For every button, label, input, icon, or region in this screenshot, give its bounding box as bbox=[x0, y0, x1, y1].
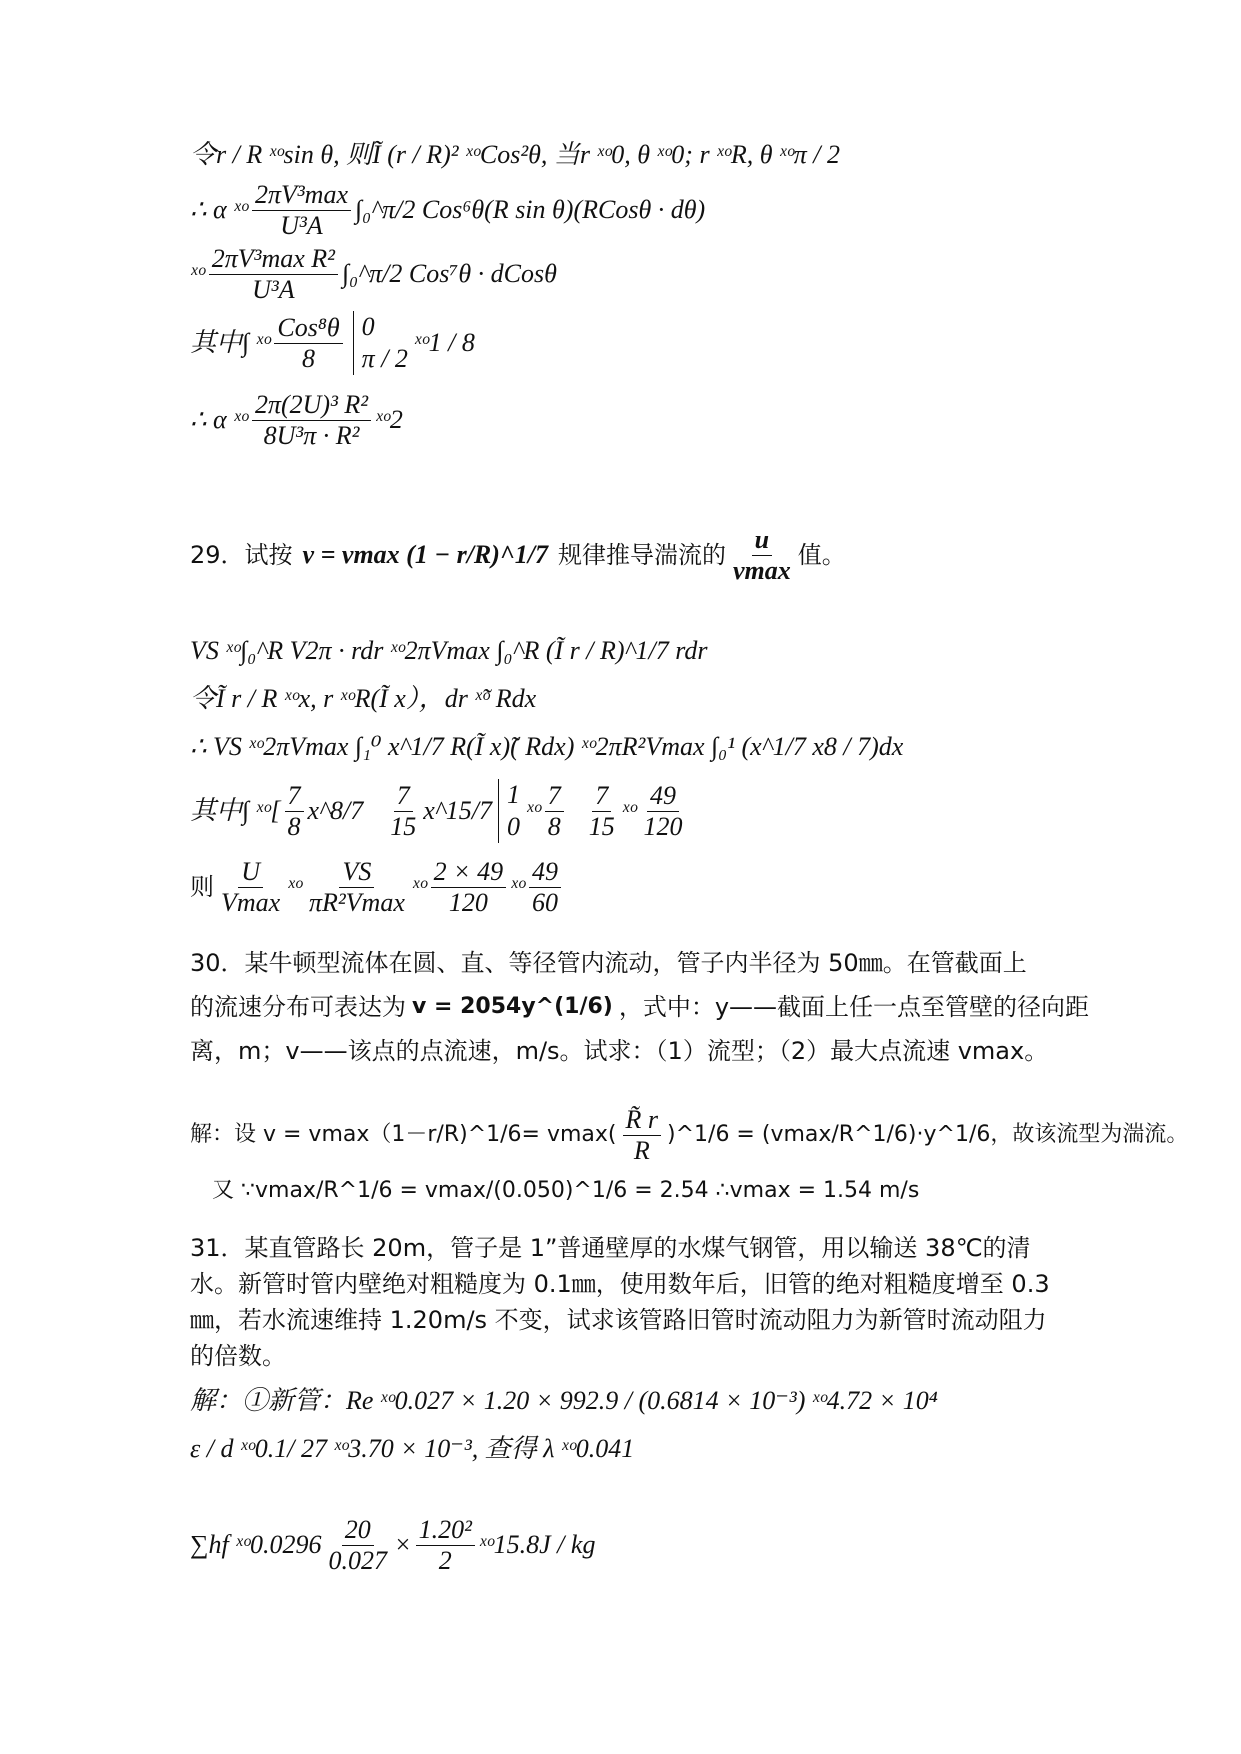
sol31-line2: ε / d ˣᵒ0.1/ 27 ˣᵒ3.70 × 10⁻³, 查得 λ ˣᵒ0.041 bbox=[190, 1434, 635, 1463]
deriv29-line4-frac5 bbox=[641, 781, 686, 842]
sol31-line3-frac2-num: 1.20² bbox=[416, 1515, 475, 1546]
deriv29-line4-frac5-den: 120 bbox=[643, 811, 683, 841]
sol31-line3-frac1-den: 0.027 bbox=[328, 1545, 388, 1575]
deriv28-line3-numerator: 2πV³max R² bbox=[209, 244, 338, 275]
deriv29-line4-frac1-den: 8 bbox=[287, 811, 301, 841]
sol30-line2: 又 ∵vmax/R^1/6 = vmax/(0.050)^1/6 = 2.54 ∴vmax = 1.54 m/s bbox=[212, 1178, 920, 1203]
deriv28-line4-lhs: 其中∫ ˣᵒ bbox=[190, 328, 271, 357]
deriv28-line3-denominator: U³A bbox=[252, 274, 295, 304]
deriv29-line2: 令Ĩ r / R ˣᵒx, r ˣᵒR(Ĩ x），dr ˣ̃ᵒ Rdx bbox=[190, 684, 537, 713]
deriv29-line5-frac3-num: 2 × 49 bbox=[431, 857, 507, 888]
q30-formula: v = 2054y^(1/6) bbox=[412, 994, 613, 1019]
deriv28-line3-fraction bbox=[209, 244, 338, 305]
deriv29-line4-frac4-den: 15 bbox=[588, 811, 615, 841]
q29-formula: v = vmax (1 − r/R)^1/7 bbox=[302, 540, 548, 569]
sol31-line3-frac2-den: 2 bbox=[438, 1545, 452, 1575]
deriv29-line4-evaluation-bar bbox=[498, 779, 520, 843]
deriv28-line5-denominator: 8U³π · R² bbox=[263, 420, 360, 450]
q31-text: 31．某直管路长 20m，管子是 1”普通壁厚的水煤气钢管，用以输送 38℃的清水。新管时管内壁绝对粗糙度为 0.1㎜，使用数年后，旧管的绝对粗糙度增至 0.3㎜，若水流速维持 1.20m/s 不变，试求该管路旧管时流动阻力为新管时流动阻力的倍数。 bbox=[190, 1234, 1050, 1370]
deriv29-line5-frac1-num: U bbox=[238, 857, 263, 888]
deriv29-line5: 则 $\frac{U}{Vmax}$ ˣᵒ $\frac{VS}{\text{πR²Vmax}}$ ˣᵒ $\frac{2 \times 49}{120}$ ˣᵒ $\frac{49}{60}$ bbox=[190, 854, 565, 920]
deriv28-line5-numerator: 2π(2U)³ R² bbox=[252, 390, 371, 421]
deriv29-line5-frac2-den: πR²Vmax bbox=[308, 887, 405, 917]
deriv28-line4-upper: 0 bbox=[361, 312, 375, 341]
deriv28-line5-fraction bbox=[252, 390, 371, 451]
deriv29-line4-frac1-num: 7 bbox=[285, 781, 304, 812]
deriv28-line2-numerator: 2πV³max bbox=[252, 180, 351, 211]
deriv29-line5-frac2-num: VS bbox=[339, 857, 374, 888]
deriv28-line4-denominator: 8 bbox=[302, 343, 316, 373]
deriv28-line5-lhs: ∴ α ˣᵒ bbox=[190, 405, 248, 434]
deriv29-line4-frac3 bbox=[545, 781, 564, 842]
deriv28-line2-lhs: ∴ α ˣᵒ bbox=[190, 195, 248, 224]
deriv29-line5-frac4 bbox=[529, 857, 561, 918]
deriv29-line4-frac3-den: 8 bbox=[547, 811, 561, 841]
sol31-line3-frac1-num: 20 bbox=[342, 1515, 374, 1546]
sol31-line3 bbox=[190, 1510, 595, 1580]
q29-ratio bbox=[730, 525, 794, 586]
q29-prefix: 29．试按 bbox=[190, 541, 293, 569]
deriv29-line5-frac3-den: 120 bbox=[448, 887, 488, 917]
deriv29-line4-frac3-num: 7 bbox=[545, 781, 564, 812]
deriv28-line4-fraction bbox=[274, 313, 342, 374]
q29-middle: 规律推导湍流的 bbox=[557, 541, 726, 569]
deriv28-line4-lower: π / 2 bbox=[361, 344, 408, 373]
deriv29-line5-frac1 bbox=[218, 857, 283, 918]
q29-suffix: 值。 bbox=[797, 541, 846, 569]
question-29 bbox=[190, 520, 846, 590]
sol31-line3-frac1 bbox=[326, 1515, 391, 1576]
sol31-line3-times: × bbox=[394, 1530, 412, 1559]
sol30-line1b-text: )^1/6 = (vmax/R^1/6)·y^1/6，故该流型为湍流。 bbox=[667, 1122, 1189, 1147]
deriv29-line4-term2: x^15/7 bbox=[423, 796, 492, 825]
deriv28-line4-result: ˣᵒ1 / 8 bbox=[413, 328, 475, 357]
deriv28-line2-integral: ∫₀^π/2 Cos⁶θ(R sin θ)(RCosθ · dθ) bbox=[355, 195, 706, 224]
deriv28-line3-lhs: ˣᵒ bbox=[190, 259, 205, 288]
q30-line2 bbox=[190, 992, 1089, 1022]
deriv28-line2 bbox=[190, 180, 705, 240]
deriv29-line4-upper: 1 bbox=[506, 780, 520, 809]
deriv29-line5-frac2 bbox=[306, 857, 408, 918]
q30-line2a: 的流速分布可表达为 bbox=[190, 993, 406, 1021]
sol31-line3-lhs: ∑hf ˣᵒ0.0296 bbox=[190, 1530, 322, 1559]
deriv28-line5-result: ˣᵒ2 bbox=[375, 405, 403, 434]
deriv28-line4-evaluation-bar bbox=[353, 311, 408, 375]
sol30-fraction-num: R̃ r bbox=[623, 1105, 662, 1136]
deriv29-line5-lhs: 则 bbox=[190, 873, 214, 901]
deriv29-line4-frac2-den: 15 bbox=[390, 811, 417, 841]
deriv29-line4: 其中∫ ˣᵒ[ $\frac{7}{8}$ x^8/7 $\frac{7}{15}$ x^15/7 1 0 ˣᵒ $\frac{7}{8}$ $\frac{7}{15}$ ˣᵒ $\frac{49}{120}$ bbox=[190, 778, 690, 844]
deriv29-line5-frac4-den: 60 bbox=[531, 887, 558, 917]
sol30-fraction-den: R bbox=[633, 1135, 650, 1165]
deriv29-line4-lower: 0 bbox=[506, 812, 520, 841]
deriv29-line4-frac2-num: 7 bbox=[394, 781, 413, 812]
deriv29-line4-frac4 bbox=[586, 781, 618, 842]
sol30-line1 bbox=[190, 1100, 1188, 1170]
deriv29-line5-frac4-num: 49 bbox=[529, 857, 561, 888]
deriv29-line4-frac1 bbox=[285, 781, 304, 842]
deriv28-line3-integral: ∫₀^π/2 Cos⁷θ · dCosθ bbox=[341, 259, 557, 288]
deriv29-line3: ∴ VS ˣᵒ2πVmax ∫₁⁰ x^1/7 R(Ĩ x)̃( Rdx) ˣᵒ2πR²Vmax ∫₀¹ (x^1/7 x8 / 7)dx bbox=[190, 732, 904, 761]
sol30-fraction bbox=[623, 1105, 662, 1166]
deriv28-line4 bbox=[190, 310, 475, 376]
q30-line1: 30．某牛顿型流体在圆、直、等径管内流动，管子内半径为 50㎜。在管截面上 bbox=[190, 949, 1027, 977]
deriv28-line4-numerator: Cos⁸θ bbox=[274, 313, 342, 344]
q29-ratio-denominator: vmax bbox=[732, 555, 791, 585]
sol30-line1-text: 解：设 v = vmax（1－r/R)^1/6= vmax( bbox=[190, 1122, 617, 1147]
q29-ratio-numerator: u bbox=[752, 525, 772, 556]
deriv29-line1: VS ˣᵒ∫₀^R V2π · rdr ˣᵒ2πVmax ∫₀^R (Ĩ r / R)^1/7 rdr bbox=[190, 636, 708, 665]
deriv29-line5-frac1-den: Vmax bbox=[221, 887, 281, 917]
sol31-line1: 解：①新管：Re ˣᵒ0.027 × 1.20 × 992.9 / (0.6814 × 10⁻³) ˣᵒ4.72 × 10⁴ bbox=[190, 1386, 938, 1415]
deriv29-line5-frac3 bbox=[431, 857, 507, 918]
deriv29-line4-frac4-num: 7 bbox=[592, 781, 611, 812]
deriv28-line2-denominator: U³A bbox=[280, 210, 323, 240]
deriv28-line5 bbox=[190, 388, 403, 452]
deriv29-line4-lhs: 其中∫ ˣᵒ[ bbox=[190, 796, 281, 825]
q30-line2b: ，式中：y——截面上任一点至管壁的径向距 bbox=[618, 993, 1090, 1021]
sol31-line3-frac2 bbox=[416, 1515, 475, 1576]
deriv29-line4-frac5-num: 49 bbox=[647, 781, 679, 812]
sol31-line3-result: ˣᵒ15.8J / kg bbox=[478, 1530, 596, 1559]
q30-line3: 离，m；v——该点的点流速，m/s。试求：（1）流型；（2）最大点流速 vmax。 bbox=[190, 1037, 1049, 1065]
deriv28-line2-fraction bbox=[252, 180, 351, 241]
deriv28-line3 bbox=[190, 244, 557, 304]
deriv29-line4-frac2 bbox=[387, 781, 419, 842]
deriv29-line4-term1: x^8/7 bbox=[307, 796, 364, 825]
deriv28-line1: 令r / R ˣᵒsin θ, 则Ĩ (r / R)² ˣᵒCos²θ, 当r ˣᵒ0, θ ˣᵒ0; r ˣᵒR, θ ˣᵒπ / 2 bbox=[190, 140, 841, 169]
